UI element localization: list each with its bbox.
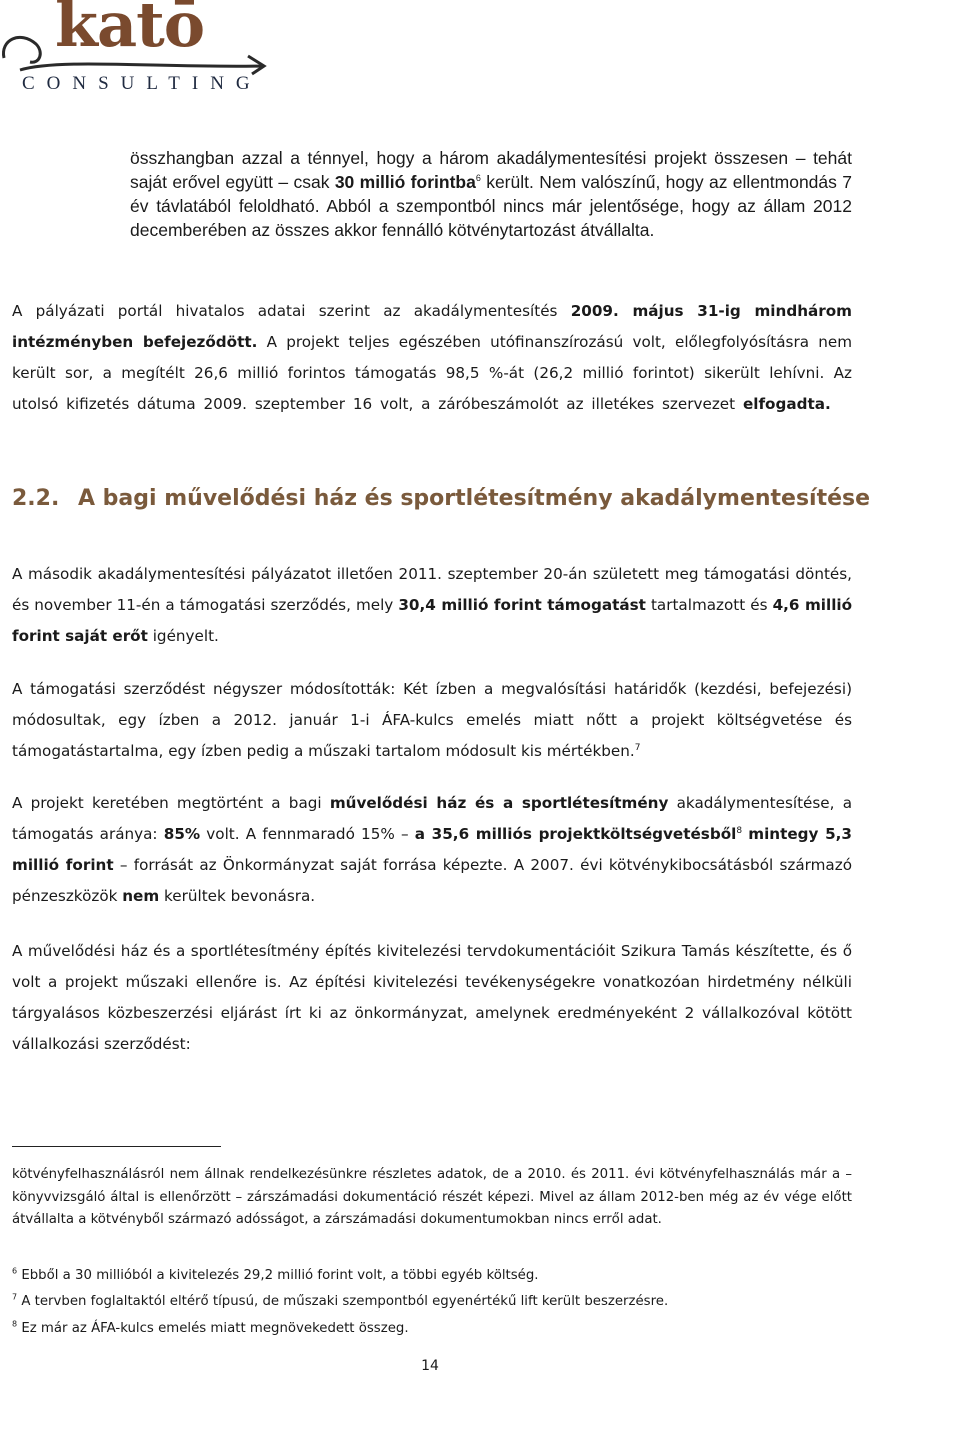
company-logo: [0, 0, 275, 100]
modifications-paragraph: [12, 674, 852, 767]
footnote-6-text: Ebből a 30 millióból a kivitelezés 29,2 millió forint volt, a többi egyéb költség.: [21, 1268, 539, 1283]
framework-bold-amount: mintegy 5,3 millió forint: [12, 825, 852, 874]
design-text: A művelődési ház és a sportlétesítmény építés kivitelezési tervdokumentációit Szikura Tamás készítette, és ő volt a projekt műszaki ellenőre is. Az építési kivitelezési tevékenységekre vonatkozóan hirdetmény nélküli tárgyalásos közbeszerzési eljárást írt ki az önkormányzat, amelynek eredményeként 2 vállalkozóval kötött vállalkozási szerződést:: [12, 942, 852, 1053]
framework-text-5: kerültek bevonásra.: [164, 887, 316, 905]
footnote-ref-7[interactable]: 7: [634, 742, 641, 753]
second-bold-own: 4,6 millió forint saját erőt: [12, 596, 853, 645]
framework-text-4: – forrását az Önkormányzat saját forrása képezte. A 2007. évi kötvénykibocsátásból származó pénzeszközök: [12, 856, 852, 905]
framework-bold-rate: 85%: [163, 825, 201, 843]
intro-paragraph: [130, 146, 852, 242]
intro-bold-amount: 30 millió forintba: [334, 172, 476, 192]
footnote-8-number: 8: [12, 1319, 18, 1329]
framework-bold-facility: művelődési ház és a sportlétesítmény: [329, 794, 669, 812]
second-text-1: A második akadálymentesítési pályázatot illetően 2011. szeptember 20-án született meg támogatási döntés, és november 11-én a támogatási szerződés, mely: [12, 565, 852, 614]
footnote-6-number: 6: [12, 1266, 18, 1276]
framework-text-3: volt. A fennmaradó 15% –: [206, 825, 409, 843]
portal-bold-date: 2009. május 31-ig mindhárom intézményben befejeződött.: [12, 302, 853, 351]
footnote-continuation: kötvényfelhasználásról nem állnak rendelkezésünkre részletes adatok, de a 2010. és 2011. évi kötvényfelhasználás már a – könyvvizsgáló által is ellenőrzött – zárszámadási dokumentáció részét képezi. Mivel az állam 2012-ben még az év vége előtt átvállalta a kötvényből származó adósságot, a zárszámadási dokumentumokban nincs erről adat.: [12, 1167, 852, 1227]
portal-text-1: A pályázati portál hivatalos adatai szerint az akadálymentesítés: [12, 302, 558, 320]
intro-text-2: került. Nem valószínű, hogy az ellentmondás 7 év távlatából feloldható. Abból a szempontból nincs már jelentősége, hogy az állam 2012 decemberében az összes akkor fennálló kötvénytartozást átvállalta.: [130, 172, 852, 240]
footnote-7-text: A tervben foglaltaktól eltérő típusú, de műszaki szempontból egyenértékű lift került beszerzésre.: [21, 1294, 669, 1309]
portal-paragraph: [12, 296, 852, 420]
portal-bold-accepted: elfogadta.: [742, 395, 831, 413]
intro-text-1: összhangban azzal a ténnyel, hogy a három akadálymentesítési projekt összesen – tehát saját erővel együtt – csak: [130, 148, 852, 192]
framework-bold-budget: a 35,6 milliós projektköltségvetésből: [414, 825, 737, 843]
design-paragraph: [12, 936, 852, 1060]
footnote-6: [12, 1265, 852, 1288]
logo-wordmark: katō: [55, 0, 205, 61]
second-application-paragraph: [12, 559, 852, 652]
footnote-7-number: 7: [12, 1292, 18, 1302]
framework-bold-not: nem: [122, 887, 160, 905]
portal-text-2: A projekt teljes egészében utófinanszírozású volt, előlegfolyósításra nem került sor, a megítélt 26,6 millió forintos támogatás 98,5 %-át (26,2 millió forintot) sikerült lehívni. Az utolsó kifizetés dátuma 2009. szeptember 16 volt, a záróbeszámolót az illetékes szervezet: [12, 333, 853, 413]
footnote-ref-8[interactable]: 8: [736, 825, 743, 836]
page-number: 14: [421, 1358, 439, 1374]
modifications-text: A támogatási szerződést négyszer módosították: Két ízben a megvalósítási határidők (kezdési, befejezési) módosultak, egy ízben a 2012. január 1-i ÁFA-kulcs emelés miatt nőtt a projekt költségvetése és támogatástartalma, egy ízben pedig a műszaki tartalom módosult kis mértékben.: [12, 680, 852, 760]
second-text-2: tartalmazott és: [650, 596, 768, 614]
framework-text-1: A projekt keretében megtörtént a bagi: [12, 794, 322, 812]
second-bold-support: 30,4 millió forint támogatást: [398, 596, 646, 614]
footnote-8: [12, 1318, 852, 1341]
section-number: 2.2.: [12, 486, 60, 511]
logo-subtitle: CONSULTING: [22, 73, 262, 94]
framework-text-2: akadálymentesítése, a támogatás aránya:: [12, 794, 852, 843]
section-title: A bagi művelődési ház és sportlétesítmény akadálymentesítése: [78, 486, 871, 511]
footnote-8-text: Ez már az ÁFA-kulcs emelés miatt megnövekedett összeg.: [21, 1321, 409, 1336]
section-heading: [12, 483, 870, 515]
second-text-3: igényelt.: [152, 627, 219, 645]
footnote-ref-6[interactable]: 6: [475, 173, 481, 184]
framework-paragraph: [12, 788, 852, 912]
footnote-7: [12, 1291, 852, 1314]
footnote-separator: [12, 1146, 221, 1147]
